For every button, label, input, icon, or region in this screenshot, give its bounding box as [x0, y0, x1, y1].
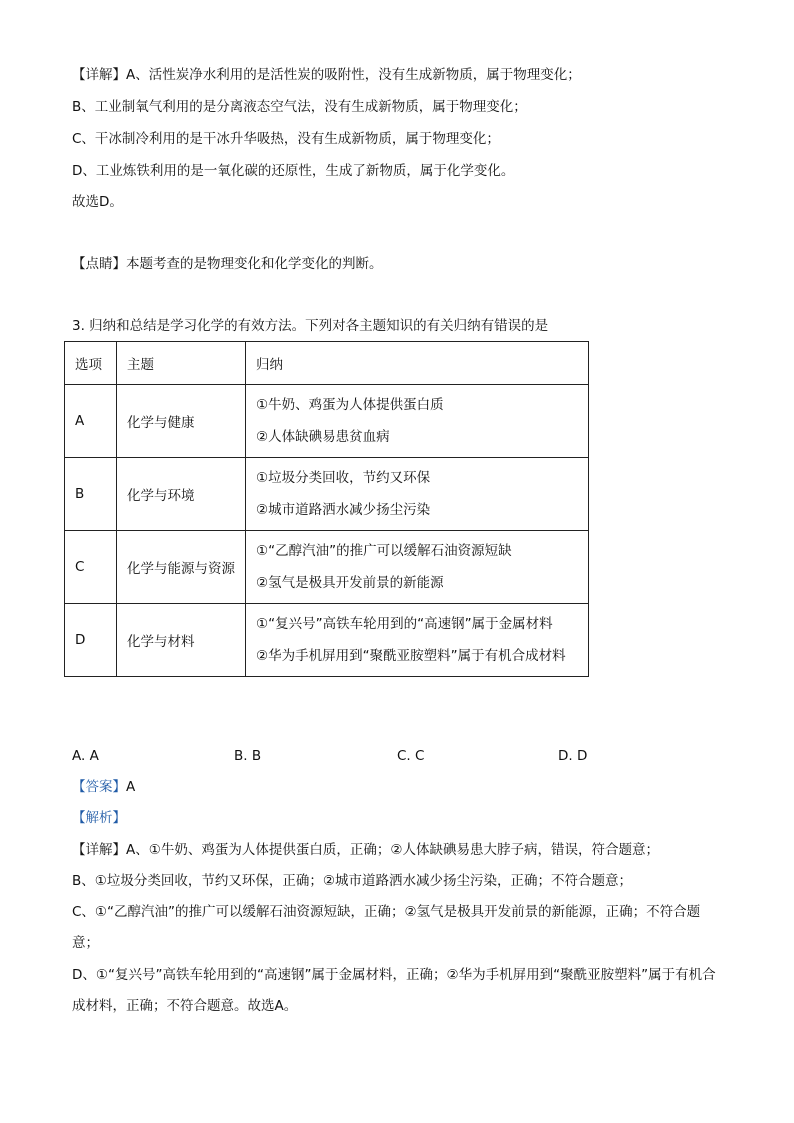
prev-detail-c: C、干冰制冷利用的是干冰升华吸热，没有生成新物质，属于物理变化； — [72, 131, 500, 147]
row-topic: 化学与材料 — [117, 604, 246, 677]
answer-detail-b: B、①垃圾分类回收，节约又环保，正确；②城市道路洒水减少扬尘污染，正确；不符合题意； — [72, 873, 632, 889]
prev-detail-d: D、工业炼铁利用的是一氧化碳的还原性，生成了新物质，属于化学变化。 — [72, 163, 515, 179]
row-topic: 化学与健康 — [117, 385, 246, 458]
answer-label: 【答案】 — [72, 779, 126, 795]
summary-item: ②氢气是极具开发前景的新能源 — [256, 575, 444, 591]
row-option: B — [65, 458, 117, 531]
choice-c: C. C — [397, 748, 425, 764]
row-option: C — [65, 531, 117, 604]
row-summary — [246, 531, 589, 604]
row-topic: 化学与环境 — [117, 458, 246, 531]
prev-conclusion: 故选D。 — [72, 194, 123, 210]
prev-detail-b: B、工业制氧气利用的是分离液态空气法，没有生成新物质，属于物理变化； — [72, 99, 527, 115]
table-row — [65, 604, 589, 677]
summary-table — [64, 341, 589, 677]
answer-value: A — [126, 779, 136, 795]
prev-note: 【点睛】本题考查的是物理变化和化学变化的判断。 — [72, 256, 383, 272]
summary-item: ②人体缺碘易患贫血病 — [256, 429, 390, 445]
choice-a: A. A — [72, 748, 99, 764]
choice-b: B. B — [234, 748, 262, 764]
table-row — [65, 531, 589, 604]
summary-item: ①垃圾分类回收，节约又环保 — [256, 470, 431, 486]
table-row — [65, 458, 589, 531]
header-option: 选项 — [65, 342, 117, 385]
row-option: D — [65, 604, 117, 677]
header-summary: 归纳 — [246, 342, 589, 385]
header-topic: 主题 — [117, 342, 246, 385]
table-header-row — [65, 342, 589, 385]
summary-item: ①“乙醇汽油”的推广可以缓解石油资源短缺 — [256, 543, 512, 559]
row-summary — [246, 458, 589, 531]
row-option: A — [65, 385, 117, 458]
summary-item: ②城市道路洒水减少扬尘污染 — [256, 502, 431, 518]
prev-detail-a: 【详解】A、活性炭净水利用的是活性炭的吸附性，没有生成新物质，属于物理变化； — [72, 67, 581, 83]
answer-detail-a: 【详解】A、①牛奶、鸡蛋为人体提供蛋白质，正确；②人体缺碘易患大脖子病，错误，符合题意； — [72, 842, 659, 858]
answer-detail-d: D、①“复兴号”高铁车轮用到的“高速钢”属于金属材料，正确；②华为手机屏用到“聚酰亚胺塑料”属于有机合成材料，正确；不符合题意。故选A。 — [72, 967, 716, 1014]
summary-item: ②华为手机屏用到“聚酰亚胺塑料”属于有机合成材料 — [256, 648, 566, 664]
analysis-label: 【解析】 — [72, 810, 126, 826]
row-topic: 化学与能源与资源 — [117, 531, 246, 604]
choice-d: D. D — [558, 748, 588, 764]
row-summary — [246, 385, 589, 458]
question-stem: 3. 归纳和总结是学习化学的有效方法。下列对各主题知识的有关归纳有错误的是 — [72, 318, 549, 334]
row-summary — [246, 604, 589, 677]
answer-detail-c: C、①“乙醇汽油”的推广可以缓解石油资源短缺，正确；②氢气是极具开发前景的新能源，正确；不符合题意； — [72, 904, 701, 951]
answer-line — [72, 777, 135, 797]
summary-item: ①牛奶、鸡蛋为人体提供蛋白质 — [256, 397, 444, 413]
table-row — [65, 385, 589, 458]
summary-item: ①“复兴号”高铁车轮用到的“高速钢”属于金属材料 — [256, 616, 553, 632]
